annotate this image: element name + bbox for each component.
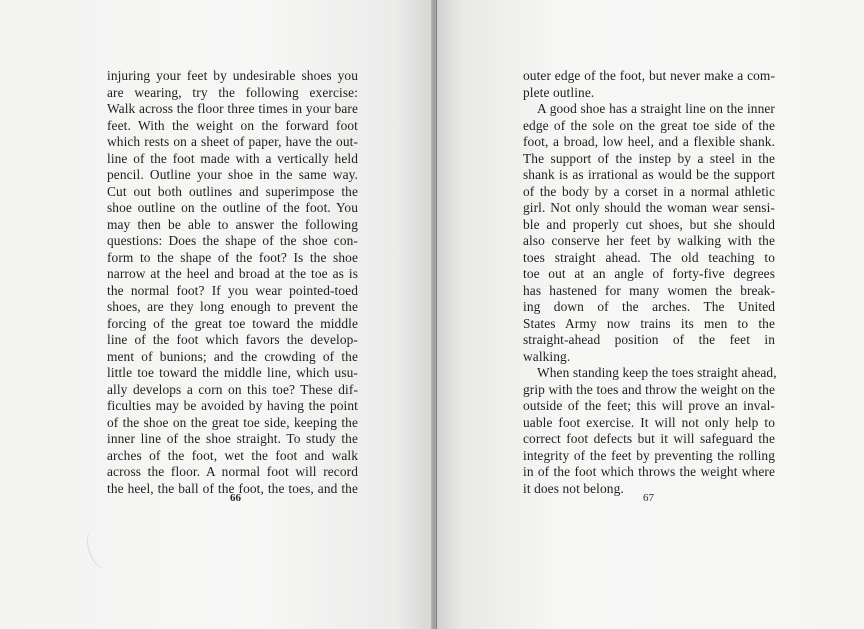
text-line: of the shoe on the great toe side, keeping the bbox=[107, 414, 358, 430]
text-line: walking. bbox=[523, 348, 571, 364]
text-line: also conserve her feet by walking with the bbox=[523, 233, 775, 248]
text-line: pencil. Outline your shoe in the same way. bbox=[107, 167, 358, 182]
text-line: ficulties may be avoided by having the point bbox=[107, 398, 358, 413]
text-line: injuring your feet by undesirable shoes you bbox=[107, 68, 358, 83]
text-line: When standing keep the toes straight ahead, bbox=[537, 365, 777, 380]
text-line: little toe toward the middle line, which usu- bbox=[107, 365, 358, 380]
page-number: 66 bbox=[230, 492, 241, 504]
text-line: toe out at an angle of forty-five degrees bbox=[523, 266, 775, 281]
text-line: outside of the feet; this will prove an inval- bbox=[523, 398, 775, 413]
text-line: it does not belong. bbox=[523, 480, 624, 496]
text-line: States Army now trains its men to the bbox=[523, 315, 775, 331]
text-line: grip with the toes and throw the weight on the bbox=[523, 381, 775, 397]
text-line: line of the foot made with a vertically held bbox=[107, 150, 358, 166]
text-line: shank is as irrational as would be the support bbox=[523, 167, 775, 182]
text-line: forcing of the great toe toward the middle bbox=[107, 315, 358, 331]
text-line: arches of the foot, wet the foot and walk bbox=[107, 447, 358, 463]
text-line: form to the shape of the foot? Is the shoe bbox=[107, 249, 358, 265]
text-line: line of the foot which favors the develop- bbox=[107, 332, 358, 347]
text-line: correct foot defects but it will safeguard the bbox=[523, 431, 775, 446]
text-line: feet. With the weight on the forward foot bbox=[107, 117, 358, 133]
text-line: of the body by a corset in a normal athletic bbox=[523, 183, 775, 199]
text-line: are wearing, try the following exercise: bbox=[107, 84, 358, 100]
text-line: shoes, are they long enough to prevent the bbox=[107, 299, 358, 314]
text-line: girl. Not only should the woman wear sensi- bbox=[523, 200, 775, 215]
text-line: foot, a broad, low heel, and a flexible shank. bbox=[523, 134, 775, 149]
text-line: inner line of the shoe straight. To study the bbox=[107, 431, 358, 446]
text-line: shoe outline on the outline of the foot. You bbox=[107, 200, 358, 215]
text-line: ment of bunions; and the crowding of the bbox=[107, 348, 358, 364]
text-line: narrow at the heel and broad at the toe as is bbox=[107, 266, 358, 281]
text-line: ally develops a corn on this toe? These dif- bbox=[107, 381, 358, 397]
text-line: ing down of the arches. The United bbox=[523, 299, 775, 314]
text-line: straight-ahead position of the feet in bbox=[523, 332, 775, 347]
text-line: uable foot exercise. It will not only help to bbox=[523, 414, 775, 430]
text-line: the heel, the ball of the foot, the toes, and the bbox=[107, 480, 358, 496]
paper-crease bbox=[81, 525, 119, 571]
text-line: the normal foot? If you wear pointed-toed bbox=[107, 282, 358, 298]
text-line: questions: Does the shape of the shoe con- bbox=[107, 233, 358, 248]
text-line: outer edge of the foot, but never make a com- bbox=[523, 68, 775, 83]
text-line: A good shoe has a straight line on the inner bbox=[537, 101, 775, 116]
text-line: ble and properly cut shoes, but she should bbox=[523, 216, 775, 232]
text-line: which rests on a sheet of paper, have the out- bbox=[107, 134, 358, 149]
text-line: integrity of the feet by preventing the rolling bbox=[523, 447, 775, 463]
text-line: has hastened for many women the break- bbox=[523, 282, 775, 298]
text-line: toes straight ahead. The old teaching to bbox=[523, 249, 775, 265]
text-line: across the floor. A normal foot will record bbox=[107, 464, 358, 479]
text-line: edge of the sole on the great toe side of the bbox=[523, 117, 775, 133]
page-edge bbox=[436, 0, 437, 629]
text-line: The support of the instep by a steel in the bbox=[523, 150, 775, 166]
text-line: plete outline. bbox=[523, 84, 595, 100]
page-number: 67 bbox=[643, 492, 654, 504]
text-line: may then be able to answer the following bbox=[107, 216, 358, 232]
text-line: in of the foot which throws the weight where bbox=[523, 464, 775, 479]
text-line: Cut out both outlines and superimpose the bbox=[107, 183, 358, 199]
text-line: Walk across the floor three times in your bare bbox=[107, 101, 358, 116]
